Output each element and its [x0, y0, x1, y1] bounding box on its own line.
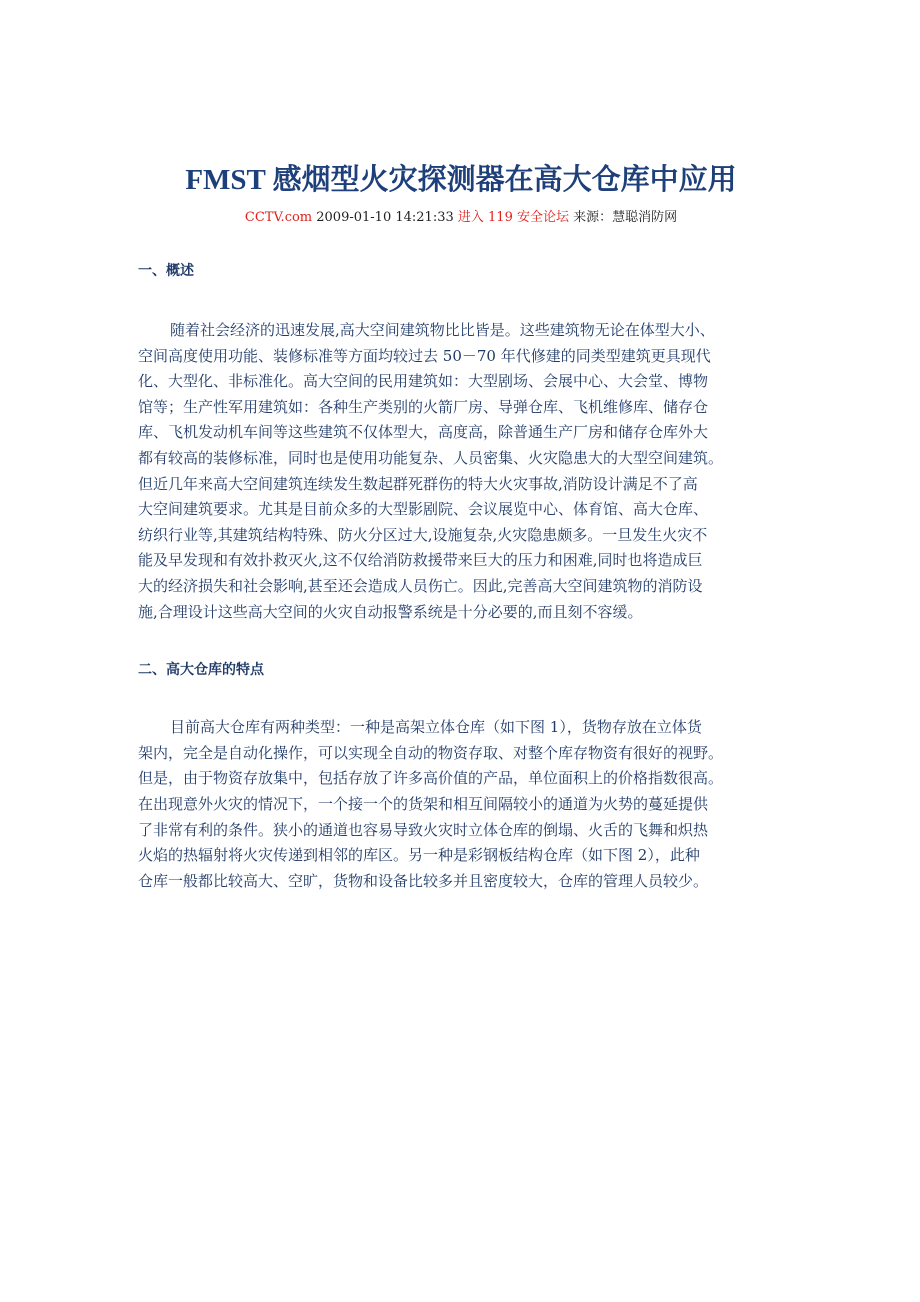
section-paragraph-warehouse-features [138, 715, 784, 894]
article-meta [138, 208, 784, 228]
forum-link[interactable]: 进入 119 安全论坛 [457, 210, 569, 225]
source-label: 来源：慧聪消防网 [573, 210, 678, 225]
section-heading-overview: 一、概述 [138, 263, 194, 279]
paragraph-line: 随着社会经济的迅速发展,高大空间建筑物比比皆是。这些建筑物无论在体型大小、 [170, 321, 715, 339]
paragraph-line: 馆等；生产性军用建筑如：各种生产类别的火箭厂房、导弹仓库、飞机维修库、储存仓 [138, 397, 709, 416]
paragraph-line: 但是，由于物资存放集中，包括存放了许多高价值的产品，单位面积上的价格指数很高。 [138, 769, 724, 788]
paragraph-line: 大空间建筑要求。尤其是目前众多的大型影剧院、会议展览中心、体育馆、高大仓库、 [138, 500, 709, 519]
paragraph-line: 都有较高的装修标准，同时也是使用功能复杂、人员密集、火灾隐患大的大型空间建筑。 [138, 448, 724, 467]
section-paragraph-overview [138, 318, 784, 625]
paragraph-line: 库、飞机发动机车间等这些建筑不仅体型大，高度高，除普通生产厂房和储存仓库外大 [138, 423, 709, 442]
publish-datetime: 2009-01-10 14:21:33 [316, 210, 454, 225]
paragraph-line: 纺织行业等,其建筑结构特殊、防火分区过大,设施复杂,火灾隐患颇多。一旦发生火灾不 [138, 525, 708, 544]
paragraph-line: 空间高度使用功能、装修标准等方面均较过去 50－70 年代修建的同类型建筑更具现代 [138, 346, 711, 365]
section-heading-warehouse-features: 二、高大仓库的特点 [138, 662, 264, 679]
paragraph-line: 仓库一般都比较高大、空旷，货物和设备比较多并且密度较大，仓库的管理人员较少。 [138, 871, 709, 890]
paragraph-line: 了非常有利的条件。狭小的通道也容易导致火灾时立体仓库的倒塌、火舌的飞舞和炽热 [138, 820, 709, 839]
paragraph-line: 但近几年来高大空间建筑连续发生数起群死群伤的特大火灾事故,消防设计满足不了高 [138, 474, 698, 493]
article-title: FMST 感烟型火灾探测器在高大仓库中应用 [185, 164, 737, 196]
paragraph-line: 能及早发现和有效扑救灭火,这不仅给消防救援带来巨大的压力和困难,同时也将造成巨 [138, 551, 703, 570]
paragraph-line: 架内，完全是自动化操作，可以实现全自动的物资存取、对整个库存物资有很好的视野。 [138, 743, 724, 762]
paragraph-line: 施,合理设计这些高大空间的火灾自动报警系统是十分必要的,而且刻不容缓。 [138, 602, 643, 621]
site-link[interactable]: CCTV.com [244, 210, 313, 225]
paragraph-line: 目前高大仓库有两种类型：一种是高架立体仓库（如下图 1），货物存放在立体货 [170, 718, 702, 737]
paragraph-line: 大的经济损失和社会影响,甚至还会造成人员伤亡。因此,完善高大空间建筑物的消防设 [138, 576, 703, 595]
paragraph-line: 火焰的热辐射将火灾传递到相邻的库区。另一种是彩钢板结构仓库（如下图 2），此种 [138, 846, 700, 865]
article [138, 158, 784, 894]
paragraph-line: 化、大型化、非标准化。高大空间的民用建筑如：大型剧场、会展中心、大会堂、博物 [138, 372, 709, 391]
paragraph-line: 在出现意外火灾的情况下，一个接一个的货架和相互间隔较小的通道为火势的蔓延提供 [138, 794, 709, 813]
